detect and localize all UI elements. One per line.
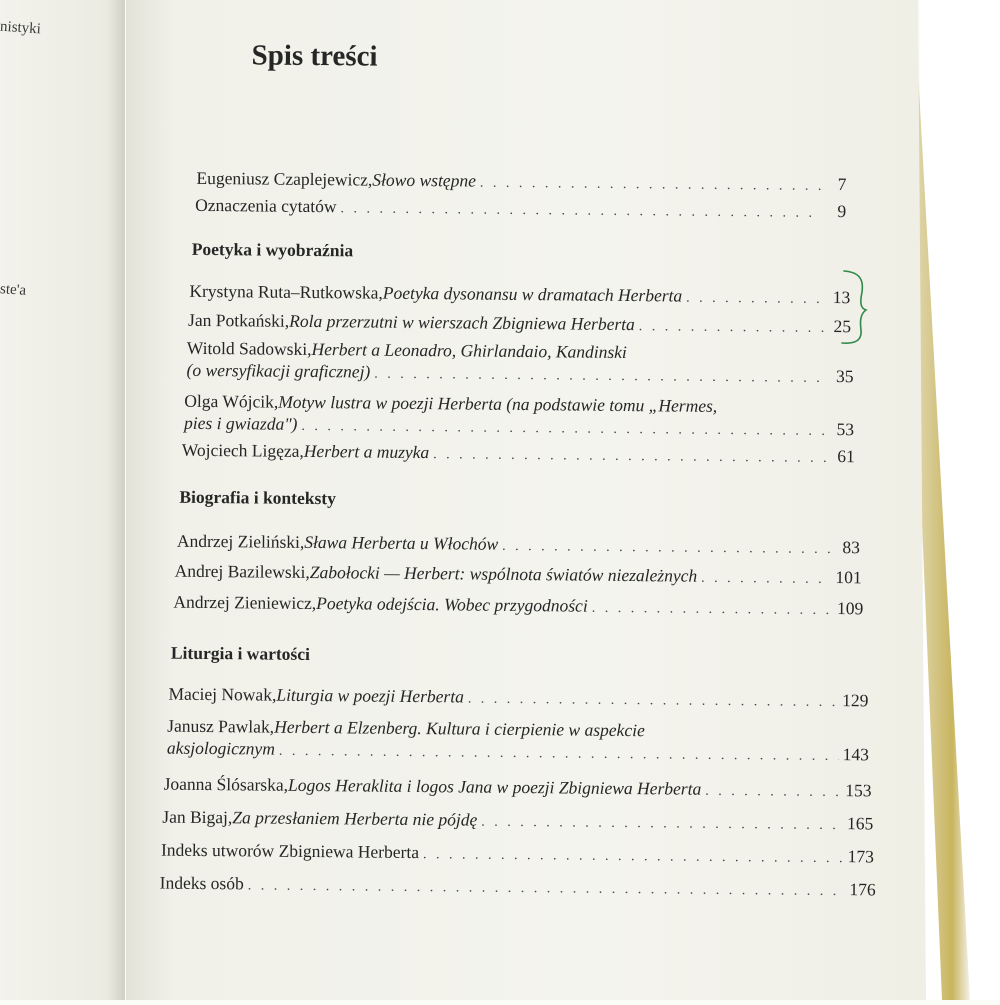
dot-leader — [279, 741, 839, 768]
dot-leader — [248, 875, 846, 903]
dot-leader — [433, 444, 831, 470]
toc-entry: Witold Sadowski, Herbert a Leonadro, Ghirlandaio, Kandinski (o wersyfikacji graficznej) . . . 35 — [186, 337, 853, 390]
dot-leader — [686, 288, 826, 311]
page-number: 129 — [842, 690, 869, 711]
page-number: 173 — [847, 846, 875, 867]
page-number: 61 — [837, 446, 855, 467]
toc-entry: Wojciech Ligęza, Herbert a muzyka . . . 61 — [182, 439, 855, 470]
dot-leader — [592, 598, 834, 622]
dot-leader — [502, 536, 836, 561]
toc-entry: Andrej Bazilewski, Zabołocki — Herbert: wspólnota światów niezależnych . . . 101 — [175, 560, 862, 592]
page-number: 153 — [845, 780, 872, 801]
dot-leader — [423, 844, 844, 870]
page-title: Spis treści — [251, 39, 378, 73]
page-number: 13 — [832, 286, 851, 308]
page-number: 9 — [837, 201, 847, 222]
toc-entry: Olga Wójcik, Motyw lustra w poezji Herberta (na podstawie tomu „Hermes, pies i gwiazda") . . . 53 — [184, 390, 854, 443]
page-number: 176 — [849, 879, 876, 900]
toc-entry: Janusz Pawlak, Herbert a Elzenberg. Kultura i cierpienie w aspekcie aksjologicznym . . . 143 — [167, 715, 869, 769]
toc-entry: Indeks utworów Zbigniewa Herberta . . . 173 — [161, 839, 874, 871]
dot-leader — [481, 812, 843, 837]
section-heading: Poetyka i wyobraźnia — [191, 238, 354, 261]
toc-entry: Maciej Nowak, Liturgia w poezji Herberta . . . 129 — [168, 683, 868, 715]
left-page-fragment: nistyki — [0, 18, 42, 38]
toc-entry: Indeks osób . . . 176 — [160, 872, 876, 904]
toc-entry: Jan Bigaj, Za przesłaniem Herberta nie pójdę . . . 165 — [162, 806, 873, 838]
page-number: 83 — [842, 537, 861, 558]
dot-leader — [701, 568, 831, 591]
toc-entry: Joanna Ślósarska, Logos Heraklita i logos Jana w poezji Zbigniewa Herberta . . . 153 — [164, 773, 872, 805]
page-number: 7 — [837, 174, 847, 195]
page-number: 165 — [846, 813, 874, 834]
toc-entry: Andrzej Zieniewicz, Poetyka odejścia. Wobec przygodności . . . 109 — [173, 591, 863, 623]
toc-entry: Oznaczenia cytatów . . . 9 — [195, 194, 846, 225]
page-number: 35 — [835, 366, 854, 387]
dot-leader — [340, 198, 822, 225]
left-page-fragment: ste'a — [0, 281, 27, 299]
dot-leader — [480, 173, 823, 198]
page-number: 25 — [833, 316, 852, 337]
page-number: 53 — [836, 419, 855, 440]
dot-leader — [301, 416, 830, 443]
dot-leader — [468, 689, 839, 715]
section-heading: Biografia i konteksty — [179, 486, 337, 509]
toc-entry: Andrzej Zieliński, Sława Herberta u Włochów . . . 83 — [177, 530, 860, 562]
handwritten-bracket-mark — [840, 268, 870, 346]
page-number: 101 — [835, 567, 862, 588]
toc-entry: Jan Potkański, Rola przerzutni w wierszach Zbigniewa Herberta . . . 25 — [188, 309, 851, 340]
section-heading: Liturgia i wartości — [170, 642, 311, 664]
dot-leader — [374, 364, 829, 390]
toc-entry: Eugeniusz Czaplejewicz, Słowo wstępne . . . 7 — [196, 167, 846, 198]
page-number: 143 — [842, 744, 870, 765]
dot-leader — [639, 316, 827, 340]
toc-entry: Krystyna Ruta–Rutkowska, Poetyka dysonansu w dramatach Herberta . . . 13 — [189, 280, 850, 311]
page-number: 109 — [837, 598, 864, 619]
dot-leader — [705, 781, 841, 804]
